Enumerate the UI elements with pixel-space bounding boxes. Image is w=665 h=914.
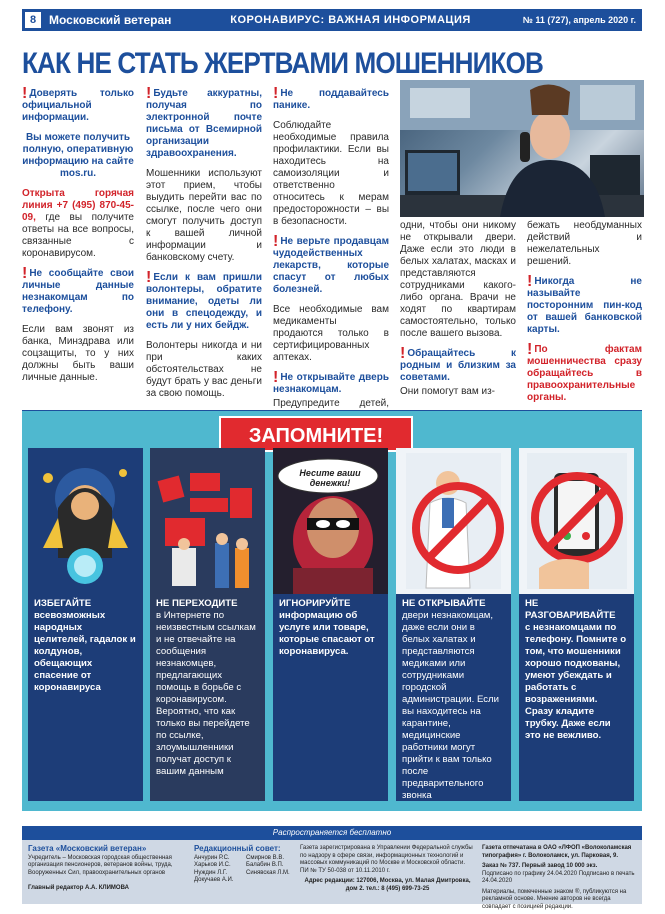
exclamation-icon: ! bbox=[527, 341, 533, 358]
exclamation-icon: ! bbox=[400, 345, 406, 362]
tip-heading: Будьте аккуратны, получая по электронной почте письма от Всемирной организации здравоохранения. bbox=[146, 88, 262, 159]
tip-text: Если вам звонят из банка, Минздрава или соцзащиты, то у них должны быть ваши личные данные. bbox=[22, 324, 134, 383]
card-heading: ИГНОРИРУЙТЕ bbox=[279, 598, 351, 609]
footer-address: Адрес редакции: 127006, Москва, ул. Малая Дмитровка, дом 2. тел.: 8 (495) 699-73-25 bbox=[304, 878, 471, 892]
tip-heading: Обращайтесь к родным и близким за советами. bbox=[400, 348, 516, 383]
tip-text: где вы получите ответы на все вопросы, связанные с коронавирусом. bbox=[22, 212, 134, 259]
speech-bubble: Несите ваши денежки! bbox=[299, 468, 361, 488]
tip-heading: Не верьте продавцам чудодейственных лекарств, которые спасут от любых болезней. bbox=[273, 236, 389, 295]
tip-text: Они помогут вам из- bbox=[400, 386, 495, 397]
card-dont-open-door bbox=[396, 448, 511, 801]
distribution-note: Распространяется бесплатно bbox=[22, 826, 642, 840]
card-dont-talk-strangers bbox=[519, 448, 634, 801]
card-text: всевозможных народных целителей, гадалок и колдунов, обещающих спасение от коронавируса bbox=[34, 610, 136, 693]
fortune-teller-illustration bbox=[28, 448, 143, 594]
footer-order: Заказ № 737. Первый завод 10 000 экз. bbox=[482, 863, 598, 869]
card-text: с незнакомцами по телефону. Помните о том, что мошенники хорошо подкованы, умеют убеждать и работать с возражениями. Сразу кладите трубку. Даже если это не вежливо. bbox=[525, 622, 627, 741]
card-heading: НЕ РАЗГОВАРИВАЙТЕ bbox=[525, 598, 616, 621]
footer-registration: Газета зарегистрирована в Управлении Федеральной службы по надзору в сфере связи, информационных технологий и массовых коммуникаций по Москве и Московской области. ПИ № ТУ 50-038 от 10.11.2010 г. bbox=[300, 845, 473, 874]
tip-text: Волонтеры никогда и ни при каких обстоятельствах не будут брать у вас деньги за свою помощь. bbox=[146, 340, 262, 399]
card-heading: НЕ ПЕРЕХОДИТЕ bbox=[156, 598, 238, 609]
tip-heading: Если к вам пришли волонтеры, обратите внимание, одеты ли они в спецодежду, и есть ли у них бейдж. bbox=[146, 272, 262, 331]
tip-heading: Не открывайте дверь незнакомцам. bbox=[273, 372, 389, 395]
footer-editor: Главный редактор А.А. КЛИМОВА bbox=[28, 885, 129, 891]
footer-council-names: Смирнов В.В. Балабин В.П. Синявская Л.М. bbox=[246, 854, 290, 876]
exclamation-icon: ! bbox=[527, 273, 533, 290]
tip-heading: Не поддавайтесь панике. bbox=[273, 88, 389, 111]
card-avoid-healers bbox=[28, 448, 143, 801]
card-text: в Интернете по неизвестным ссылкам и не отвечайте на сообщения незнакомцев, предлагающих помощь в борьбе с коронавирусом. Вероятно, что как только вы перейдете по ссылке, злоумышленники получат доступ к вашим данным bbox=[156, 610, 256, 777]
exclamation-icon: ! bbox=[146, 85, 152, 102]
exclamation-icon: ! bbox=[22, 265, 28, 282]
tip-text: Вы можете получить полную, оперативную информацию на сайте mos.ru. bbox=[22, 132, 134, 179]
exclamation-icon: ! bbox=[273, 233, 279, 250]
exclamation-icon: ! bbox=[273, 369, 279, 386]
police-officer-photo bbox=[400, 80, 644, 217]
card-heading: ИЗБЕГАЙТЕ bbox=[34, 598, 92, 609]
tip-heading: По фактам мошенничества сразу обращайтесь в правоохранительные органы. bbox=[527, 344, 642, 403]
imprint bbox=[22, 840, 642, 910]
card-text: двери незнакомцам, даже если они в белых халатах и представляются медиками или сотрудниками городской администрации. Если вы находитесь на карантине, медицинские работники могут прийти к вам только после предварительного звонка bbox=[402, 610, 499, 801]
tip-text: Соблюдайте необходимые правила профилактики. Если вы находитесь на самоизоляции и ответственно относитесь к мерам предосторожности – вы в безопасности. bbox=[273, 120, 389, 227]
column-2 bbox=[146, 85, 262, 406]
page-number: 8 bbox=[25, 12, 41, 28]
doctor-prohibited-illustration bbox=[396, 448, 511, 594]
column-3 bbox=[273, 85, 389, 409]
tip-text: Мошенники используют этот прием, чтобы выудить перейти вас по ссылке, после чего они смогут получить доступ к вашей личной информации и банковскому счету. bbox=[146, 168, 262, 263]
tip-heading: Никогда не называйте посторонним пин-код от вашей банковской карты. bbox=[527, 276, 642, 335]
remember-banner: ЗАПОМНИТЕ! bbox=[219, 416, 413, 452]
exclamation-icon: ! bbox=[146, 269, 152, 286]
newspaper-name: Московский ветеран bbox=[49, 13, 172, 27]
column-5 bbox=[527, 220, 642, 406]
ban-signs-illustration bbox=[150, 448, 265, 594]
issue-info: № 11 (727), апрель 2020 г. bbox=[522, 15, 636, 25]
article-title: КАК НЕ СТАТЬ ЖЕРТВАМИ МОШЕННИКОВ bbox=[22, 47, 544, 80]
phone-prohibited-illustration bbox=[519, 448, 634, 594]
page-header bbox=[22, 9, 642, 31]
tip-heading: Доверять только официальной информации. bbox=[22, 88, 134, 123]
column-4 bbox=[400, 220, 516, 406]
footer-note: Материалы, помеченные знаком ®, публикуются на рекламной основе. Мнение авторов не всегда совпадает с позицией редакции. bbox=[482, 888, 627, 910]
tip-text: бежать необдуманных действий и нежелательных решений. bbox=[527, 220, 642, 267]
footer-signed: Подписано по графику 24.04.2020 Подписано в печать 24.04.2020 bbox=[482, 870, 635, 884]
card-text: информацию об услуге или товаре, которые спасают от коронавируса. bbox=[279, 610, 375, 657]
footer-paper-name: Газета «Московский ветеран» bbox=[28, 844, 147, 853]
footer-printing: Газета отпечатана в ОАО «ЛФОП «Волоколамская типография» г. Волоколамск, ул. Парковая, 9. bbox=[482, 845, 632, 859]
exclamation-icon: ! bbox=[22, 85, 28, 102]
card-heading: НЕ ОТКРЫВАЙТЕ bbox=[402, 598, 486, 609]
tip-text: одни, чтобы они никому не открывали двери. Даже если это люди в белых халатах, масках и представляются сотрудниками какого-либо органа. Врачи не ходят по квартирам самостоятельно, только после вашего вызова. bbox=[400, 220, 516, 339]
footer-council-names: Анчурин Р.С. Харьков И.С. Нуждин Л.Г. Докучаев А.И. bbox=[194, 854, 234, 883]
exclamation-icon: ! bbox=[273, 85, 279, 102]
footer-council-title: Редакционный совет: bbox=[194, 844, 281, 853]
card-ignore-offers bbox=[273, 448, 388, 801]
column-1 bbox=[22, 85, 134, 406]
tip-text: Предупредите детей, bbox=[273, 398, 389, 409]
tip-heading: Не сообщайте свои личные данные незнакомцам по телефону. bbox=[22, 268, 134, 315]
card-dont-follow-links bbox=[150, 448, 265, 801]
tip-text: Все необходимые вам медикаменты продаются только в сертифицированных аптеках. bbox=[273, 304, 389, 363]
hotline: Открыта горячая линия +7 (495) 870-45-09, bbox=[22, 188, 134, 223]
footer-founder: Учредитель – Московская городская общественная организация пенсионеров, ветеранов войны, труда, Вооруженных Сил, правоохранительных органов bbox=[28, 854, 173, 876]
section-topic: КОРОНАВИРУС: ВАЖНАЯ ИНФОРМАЦИЯ bbox=[230, 14, 471, 26]
